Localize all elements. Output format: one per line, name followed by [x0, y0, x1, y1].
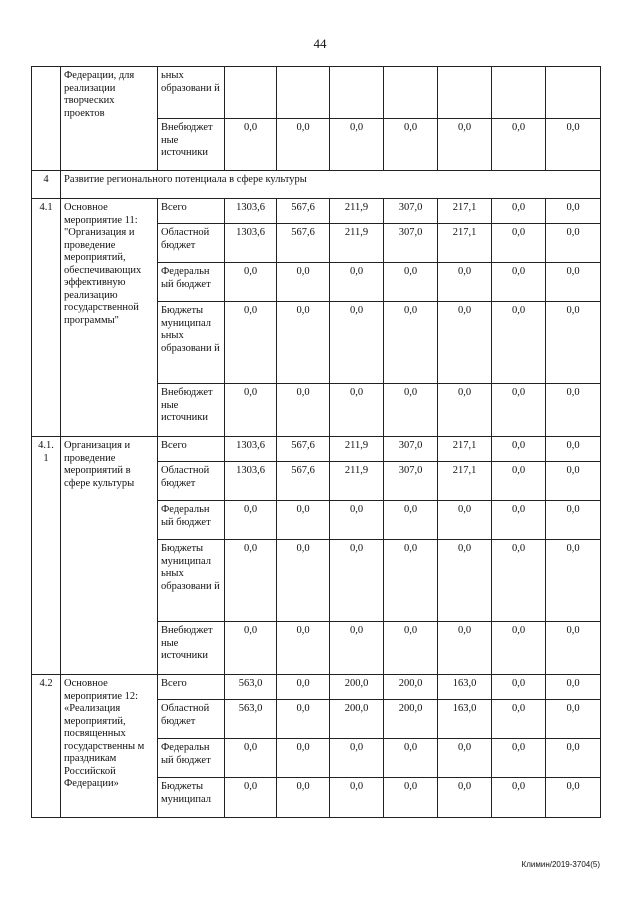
- value-cell: 0,0: [546, 437, 601, 462]
- value-cell: 0,0: [330, 501, 384, 540]
- value-cell: 0,0: [330, 540, 384, 622]
- value-cell: 0,0: [546, 501, 601, 540]
- value-cell: 0,0: [384, 739, 438, 778]
- value-cell: 0,0: [438, 263, 492, 302]
- value-cell: 200,0: [330, 675, 384, 700]
- value-cell: 0,0: [438, 739, 492, 778]
- value-cell: 0,0: [384, 263, 438, 302]
- row-number-cell: 4.1: [32, 199, 61, 437]
- funding-source-cell: Областной бюджет: [158, 700, 225, 739]
- value-cell: 307,0: [384, 224, 438, 263]
- funding-source-cell: Внебюджет ные источники: [158, 384, 225, 437]
- value-cell: [384, 67, 438, 119]
- value-cell: 0,0: [384, 501, 438, 540]
- value-cell: 0,0: [438, 302, 492, 384]
- budget-table: [31, 66, 601, 818]
- value-cell: 0,0: [225, 622, 277, 675]
- value-cell: 0,0: [277, 501, 330, 540]
- value-cell: 0,0: [225, 263, 277, 302]
- value-cell: 0,0: [546, 700, 601, 739]
- section-number-cell: 4: [32, 171, 61, 199]
- funding-source-cell: Бюджеты муниципал: [158, 778, 225, 818]
- funding-source-cell: Федеральн ый бюджет: [158, 501, 225, 540]
- value-cell: 163,0: [438, 675, 492, 700]
- value-cell: 0,0: [384, 384, 438, 437]
- value-cell: 0,0: [225, 540, 277, 622]
- value-cell: 0,0: [277, 700, 330, 739]
- value-cell: 567,6: [277, 437, 330, 462]
- value-cell: 0,0: [225, 119, 277, 171]
- value-cell: 0,0: [546, 462, 601, 501]
- value-cell: 163,0: [438, 700, 492, 739]
- funding-source-cell: Бюджеты муниципал ьных образовани й: [158, 540, 225, 622]
- value-cell: 0,0: [492, 675, 546, 700]
- value-cell: [438, 67, 492, 119]
- value-cell: 1303,6: [225, 224, 277, 263]
- value-cell: 0,0: [492, 739, 546, 778]
- funding-source-cell: Областной бюджет: [158, 224, 225, 263]
- funding-source-cell: Внебюджет ные источники: [158, 622, 225, 675]
- value-cell: 211,9: [330, 224, 384, 263]
- value-cell: [492, 67, 546, 119]
- value-cell: 0,0: [546, 199, 601, 224]
- value-cell: 307,0: [384, 462, 438, 501]
- value-cell: 0,0: [492, 778, 546, 818]
- value-cell: 0,0: [277, 622, 330, 675]
- funding-source-cell: Федеральн ый бюджет: [158, 263, 225, 302]
- value-cell: 0,0: [546, 302, 601, 384]
- value-cell: 0,0: [546, 263, 601, 302]
- table-row: [32, 675, 601, 700]
- funding-source-cell: Всего: [158, 437, 225, 462]
- table-row: [32, 67, 601, 119]
- value-cell: 0,0: [546, 119, 601, 171]
- value-cell: 1303,6: [225, 199, 277, 224]
- value-cell: 200,0: [384, 675, 438, 700]
- value-cell: 307,0: [384, 437, 438, 462]
- value-cell: 0,0: [492, 501, 546, 540]
- value-cell: 0,0: [546, 675, 601, 700]
- value-cell: 0,0: [492, 462, 546, 501]
- value-cell: 1303,6: [225, 437, 277, 462]
- value-cell: 0,0: [384, 622, 438, 675]
- value-cell: 0,0: [277, 119, 330, 171]
- row-number-cell: 4.2: [32, 675, 61, 818]
- value-cell: 217,1: [438, 224, 492, 263]
- value-cell: 211,9: [330, 199, 384, 224]
- value-cell: 0,0: [546, 540, 601, 622]
- value-cell: 0,0: [438, 622, 492, 675]
- funding-source-cell: Областной бюджет: [158, 462, 225, 501]
- value-cell: 0,0: [277, 739, 330, 778]
- value-cell: 0,0: [277, 263, 330, 302]
- row-number-cell: 4.1. 1: [32, 437, 61, 675]
- value-cell: 0,0: [438, 501, 492, 540]
- value-cell: 0,0: [546, 224, 601, 263]
- value-cell: 0,0: [492, 437, 546, 462]
- value-cell: 0,0: [384, 778, 438, 818]
- value-cell: 0,0: [492, 622, 546, 675]
- value-cell: 0,0: [492, 199, 546, 224]
- value-cell: 0,0: [277, 384, 330, 437]
- value-cell: 0,0: [330, 384, 384, 437]
- value-cell: 0,0: [277, 540, 330, 622]
- value-cell: 0,0: [438, 384, 492, 437]
- table-row: [32, 437, 601, 462]
- funding-source-cell: Бюджеты муниципал ьных образовани й: [158, 302, 225, 384]
- value-cell: 0,0: [492, 119, 546, 171]
- value-cell: 0,0: [330, 622, 384, 675]
- funding-source-cell: Федеральн ый бюджет: [158, 739, 225, 778]
- value-cell: 0,0: [384, 119, 438, 171]
- value-cell: 0,0: [492, 302, 546, 384]
- activity-name-cell: Основное мероприятие 12: «Реализация мероприятий, посвященных государственны м праздникам Российской Федерации»: [61, 675, 158, 818]
- value-cell: 0,0: [546, 778, 601, 818]
- value-cell: 0,0: [384, 540, 438, 622]
- funding-source-cell: ьных образовани й: [158, 67, 225, 119]
- value-cell: 211,9: [330, 462, 384, 501]
- value-cell: [546, 67, 601, 119]
- value-cell: 0,0: [438, 778, 492, 818]
- value-cell: 0,0: [225, 778, 277, 818]
- value-cell: 0,0: [225, 501, 277, 540]
- value-cell: 0,0: [438, 540, 492, 622]
- section-title-cell: Развитие регионального потенциала в сфере культуры: [61, 171, 601, 199]
- activity-name-cell: Основное мероприятие 11: "Организация и проведение мероприятий, обеспечивающих эффективную реализацию государственной программы": [61, 199, 158, 437]
- value-cell: 0,0: [277, 302, 330, 384]
- value-cell: 0,0: [330, 778, 384, 818]
- value-cell: 0,0: [330, 302, 384, 384]
- value-cell: 0,0: [492, 384, 546, 437]
- value-cell: 567,6: [277, 224, 330, 263]
- value-cell: 567,6: [277, 462, 330, 501]
- value-cell: 0,0: [277, 675, 330, 700]
- value-cell: 0,0: [330, 119, 384, 171]
- value-cell: 0,0: [492, 263, 546, 302]
- section-row: [32, 171, 601, 199]
- value-cell: 0,0: [438, 119, 492, 171]
- value-cell: 0,0: [492, 540, 546, 622]
- value-cell: 217,1: [438, 199, 492, 224]
- funding-source-cell: Всего: [158, 675, 225, 700]
- page-number: 44: [313, 36, 327, 51]
- value-cell: 217,1: [438, 462, 492, 501]
- value-cell: 0,0: [546, 384, 601, 437]
- value-cell: 563,0: [225, 700, 277, 739]
- value-cell: 200,0: [384, 700, 438, 739]
- value-cell: 217,1: [438, 437, 492, 462]
- value-cell: 1303,6: [225, 462, 277, 501]
- value-cell: 0,0: [277, 778, 330, 818]
- value-cell: 0,0: [384, 302, 438, 384]
- row-number-cell: [32, 67, 61, 171]
- value-cell: 567,6: [277, 199, 330, 224]
- value-cell: 0,0: [225, 384, 277, 437]
- funding-source-cell: Всего: [158, 199, 225, 224]
- value-cell: [277, 67, 330, 119]
- value-cell: 0,0: [330, 263, 384, 302]
- value-cell: 0,0: [492, 224, 546, 263]
- value-cell: [330, 67, 384, 119]
- activity-name-cell: Организация и проведение мероприятий в сфере культуры: [61, 437, 158, 675]
- value-cell: 563,0: [225, 675, 277, 700]
- table-row: [32, 199, 601, 224]
- value-cell: [225, 67, 277, 119]
- activity-name-cell: Федерации, для реализации творческих проектов: [61, 67, 158, 171]
- value-cell: 0,0: [546, 739, 601, 778]
- value-cell: 0,0: [546, 622, 601, 675]
- document-code: Климин/2019-3704(5): [521, 860, 600, 869]
- value-cell: 211,9: [330, 437, 384, 462]
- value-cell: 0,0: [225, 302, 277, 384]
- value-cell: 307,0: [384, 199, 438, 224]
- value-cell: 0,0: [225, 739, 277, 778]
- value-cell: 0,0: [492, 700, 546, 739]
- value-cell: 0,0: [330, 739, 384, 778]
- funding-source-cell: Внебюджет ные источники: [158, 119, 225, 171]
- value-cell: 200,0: [330, 700, 384, 739]
